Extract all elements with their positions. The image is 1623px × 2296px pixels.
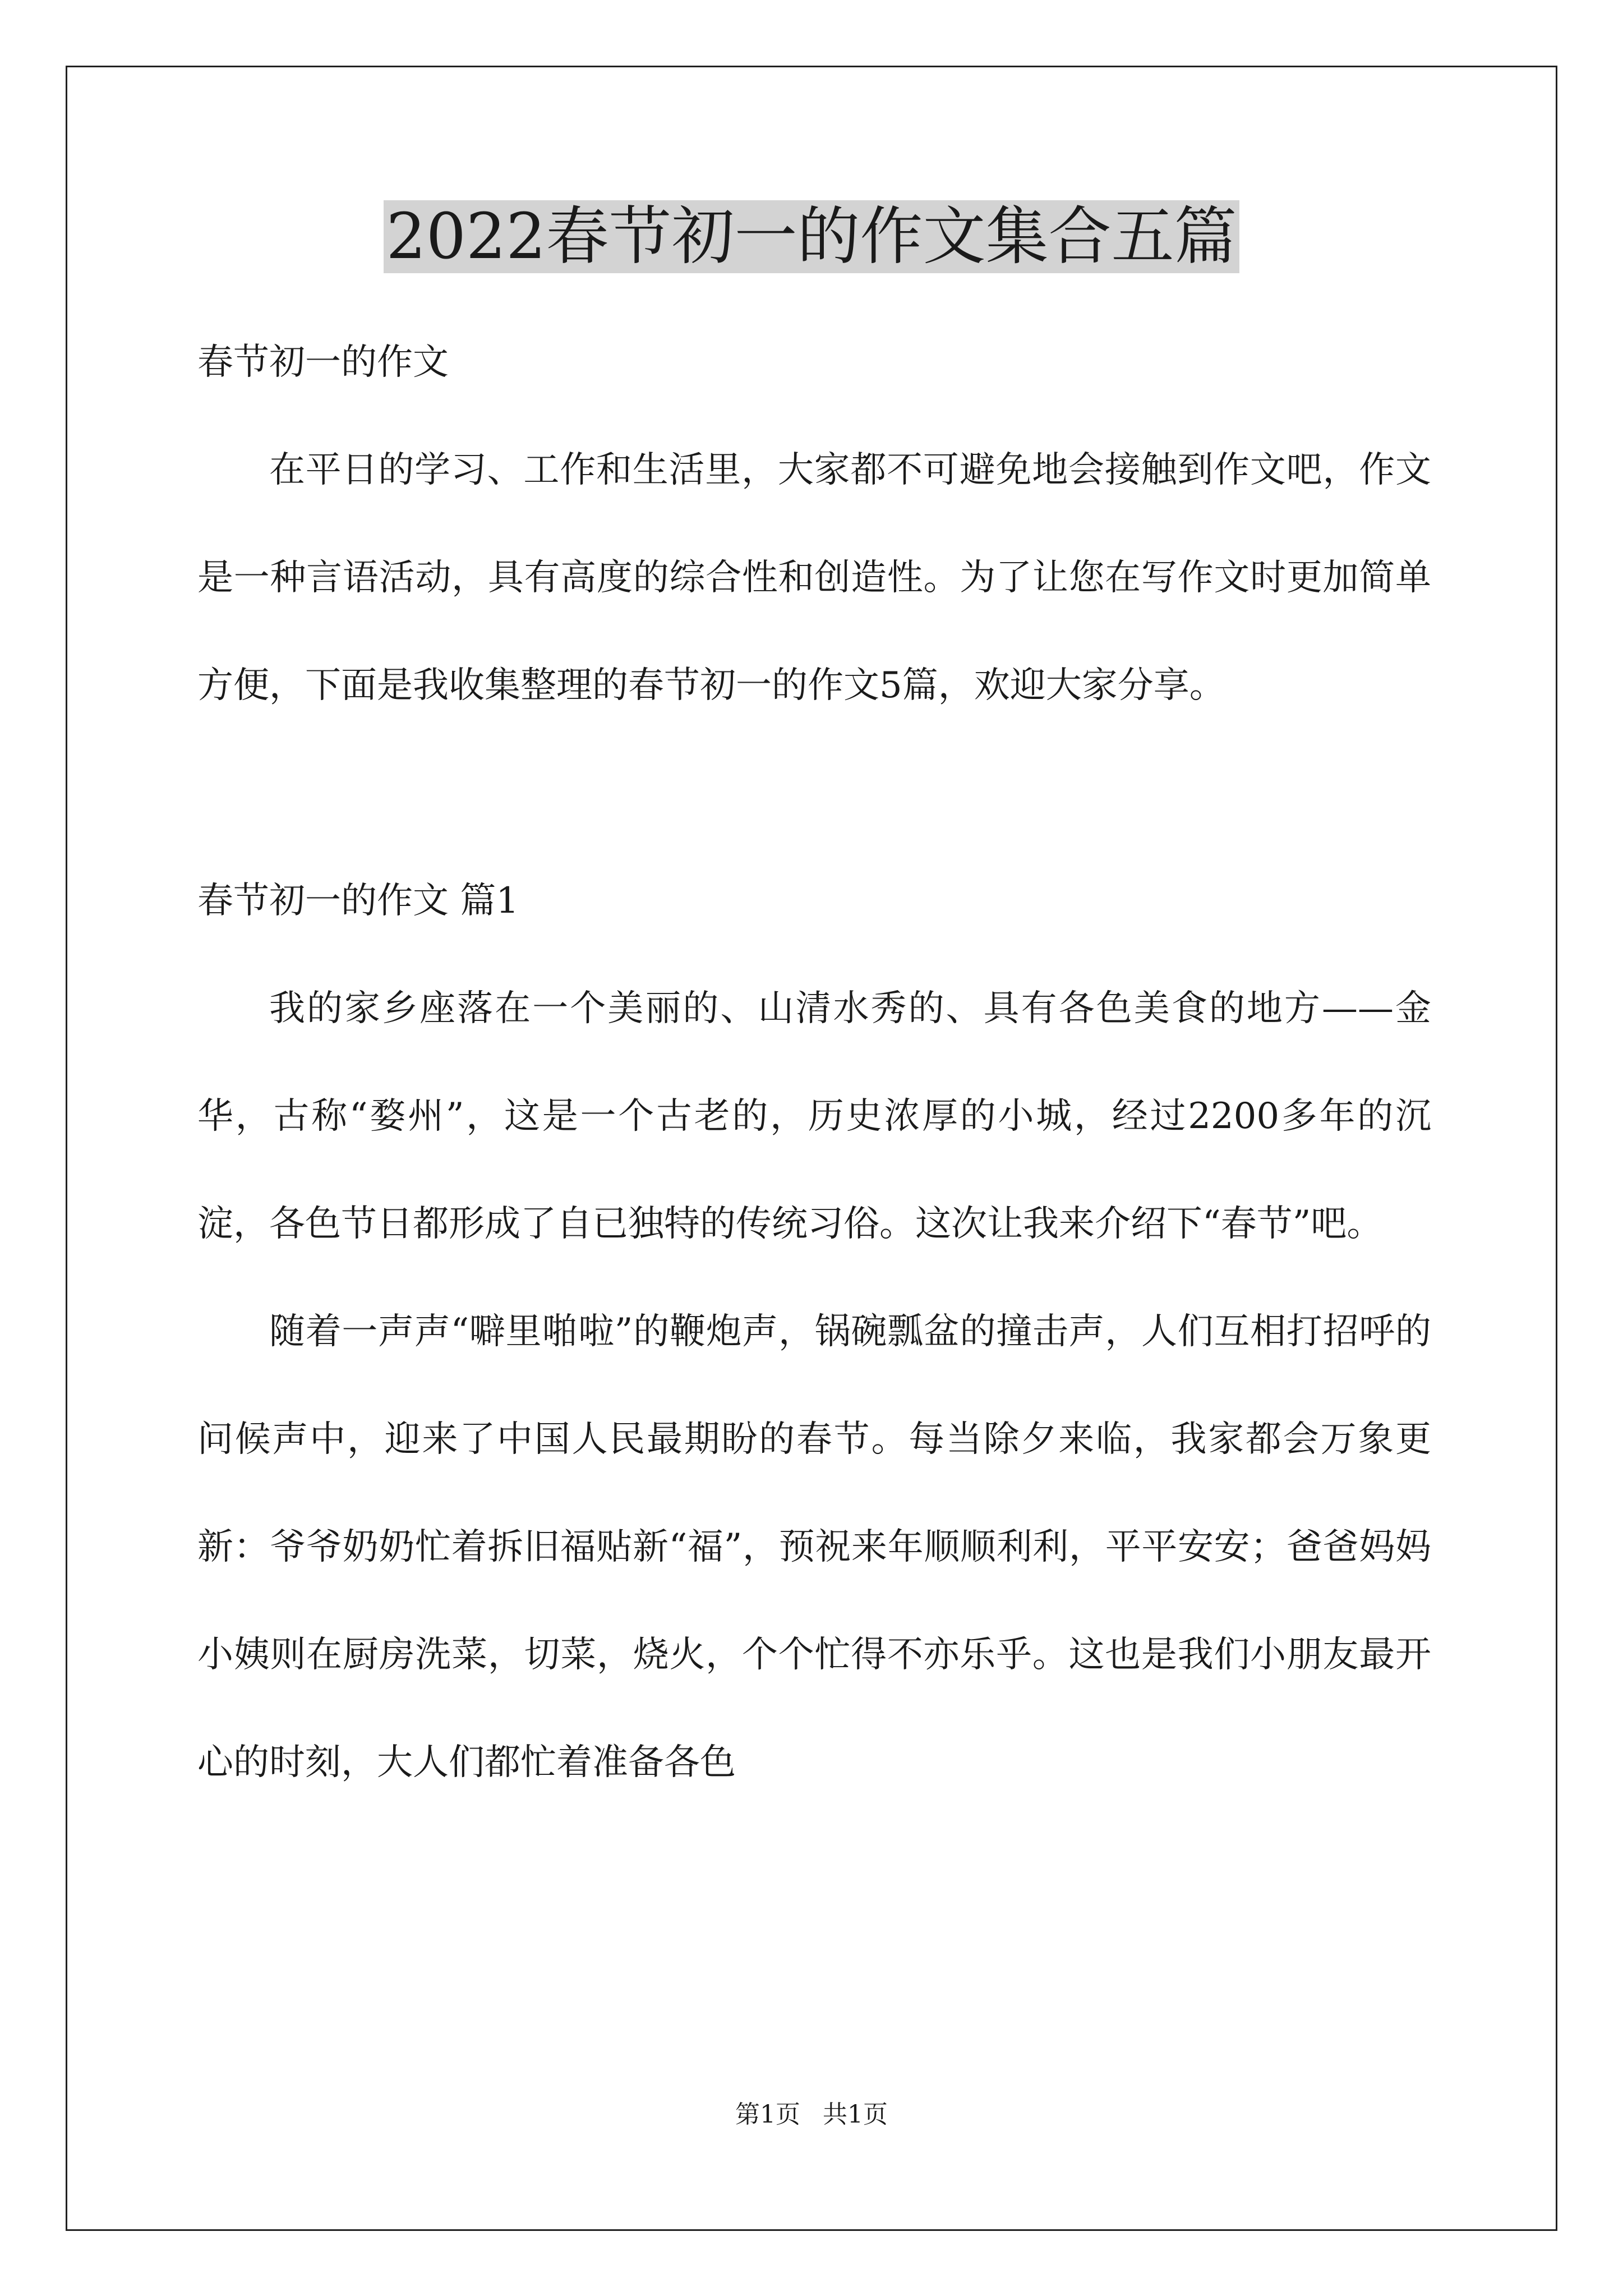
body-paragraph: 我的家乡座落在一个美丽的、山清水秀的、具有各色美食的地方——金华，古称“婺州”，这是一个古老的，历史浓厚的小城，经过2200多年的沉淀，各色节日都形成了自已独特的传统习俗。这次让我来介绍下“春节”吧。 (197, 988, 1431, 1245)
section-spacer (197, 739, 1431, 847)
document-title (0, 197, 1623, 276)
intro-paragraph: 在平日的学习、工作和生活里，大家都不可避免地会接触到作文吧，作文是一种言语活动，具有高度的综合性和创造性。为了让您在写作文时更加简单方便，下面是我收集整理的春节初一的作文5篇，欢迎大家分享。 (197, 449, 1431, 706)
intro-heading: 春节初一的作文 (197, 342, 449, 383)
document-body (197, 309, 1431, 1816)
body-paragraph: 随着一声声“噼里啪啦”的鞭炮声，锅碗瓢盆的撞击声，人们互相打招呼的问候声中，迎来了中国人民最期盼的春节。每当除夕来临，我家都会万象更新：爷爷奶奶忙着拆旧福贴新“福”，预祝来年顺顺利利，平平安安；爸爸妈妈小姨则在厨房洗菜，切菜，烧火，个个忙得不亦乐乎。这也是我们小朋友最开心的时刻，大人们都忙着准备各色 (197, 1311, 1431, 1783)
page-total: 共1页 (823, 2100, 888, 2129)
page-footer (0, 2098, 1623, 2132)
page-number: 第1页 (735, 2100, 800, 2129)
document-title-text: 2022春节初一的作文集合五篇 (384, 200, 1239, 273)
section-heading: 春节初一的作文 篇1 (197, 880, 519, 922)
